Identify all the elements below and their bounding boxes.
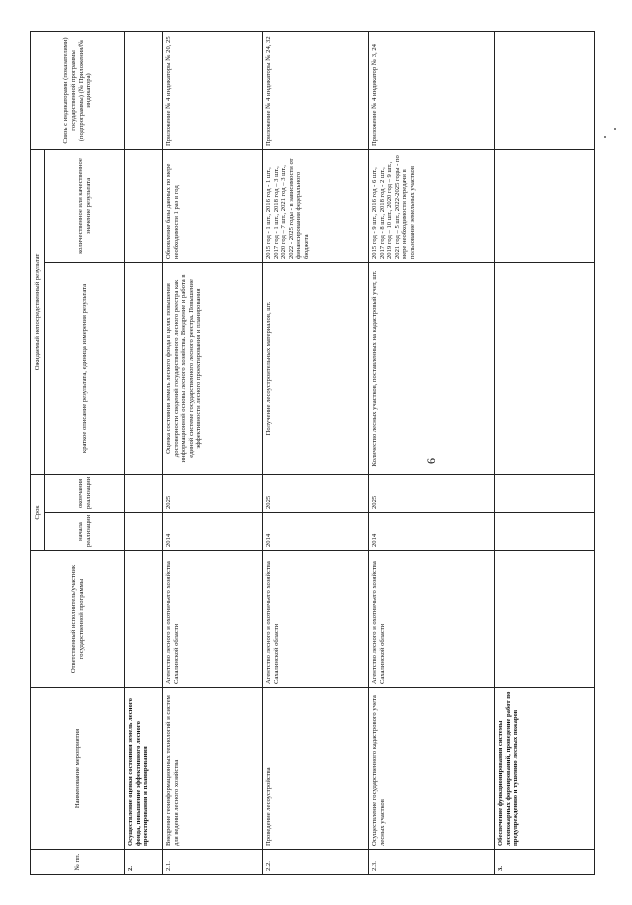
header-quantity: количественное или качественное значение результата <box>45 149 125 262</box>
header-short-desc: краткое описание результата, единица измерения результата <box>45 262 125 474</box>
row-end <box>495 474 595 512</box>
measures-table <box>30 31 595 875</box>
row-end: 2025 <box>163 474 263 512</box>
row-num: 3. <box>495 850 595 875</box>
row-name: Осуществление оценки состояния земель лесного фонда, повышение эффективного лесного проектирования и планирования <box>125 688 163 850</box>
row-link <box>125 31 163 149</box>
row-link: Приложение № 4 индикаторы № 20, 25 <box>163 31 263 149</box>
row-num: 2.1. <box>163 850 263 875</box>
row-link: Приложение № 4 индикаторы № 24, 32 <box>263 31 369 149</box>
row-desc: Получение лесоустроительных материалов, шт. <box>263 262 369 474</box>
row-executor: Агентство лесного и охотничьего хозяйства Сахалинской области <box>263 551 369 688</box>
scan-speck <box>604 136 606 138</box>
row-num: 2. <box>125 850 163 875</box>
row-end: 2025 <box>263 474 369 512</box>
row-executor <box>495 551 595 688</box>
row-start <box>125 513 163 551</box>
row-qty <box>125 149 163 262</box>
row-end: 2025 <box>369 474 495 512</box>
row-num: 2.3. <box>369 850 495 875</box>
row-link: Приложение № 4 индикатор № 3, 24 <box>369 31 495 149</box>
row-name: Обеспечение функционирования системы лесопожарных формирований, проведение работ по предупреждению и тушению лесных пожаров <box>495 688 595 850</box>
row-name: Внедрение геоинформационных технологий и систем для ведения лесного хозяйства <box>163 688 263 850</box>
row-qty <box>495 149 595 262</box>
row-desc <box>125 262 163 474</box>
scan-speck <box>614 128 616 130</box>
row-start: 2014 <box>263 513 369 551</box>
row-name: Проведение лесоустройства <box>263 688 369 850</box>
header-link: Связь с индикаторами (показателями) государственной программы (подпрограммы) (№ Приложения/№ индикатора) <box>31 31 125 149</box>
row-qty: Обновление базы данных по мере необходимости 1 раз в год <box>163 149 263 262</box>
row-qty: 2015 год - 1 шт., 2016 год - 1 шт., 2017 год - 1 шт., 2018 год – 3 шт., 2020 год – 7 шт., 2021 год – 3 шт., 2022 - 2025 годы - в зависимости от финансирования федерального бюджета <box>263 149 369 262</box>
row-start: 2014 <box>163 513 263 551</box>
page-number: 6 <box>424 458 438 464</box>
header-num: № пп. <box>31 850 125 875</box>
row-link <box>495 31 595 149</box>
row-desc: Количество лесных участков, поставленных на кадастровый учет, шт. <box>369 262 495 474</box>
row-start: 2014 <box>369 513 495 551</box>
header-start: начала реализации <box>45 513 125 551</box>
row-executor: Агентство лесного и охотничьего хозяйства Сахалинской области <box>163 551 263 688</box>
row-num: 2.2. <box>263 850 369 875</box>
row-executor <box>125 551 163 688</box>
table-row <box>263 31 369 874</box>
header-end: окончания реализации <box>45 474 125 512</box>
row-desc: Оценка состояния земель лесного фонда в целях повышения достоверности сведений государственного лесного реестра как информационной основы лесного хозяйства. Внедрение и работа в единой системе государственного лесного реестра. Повышение эффективности лесного проектирования и планирования <box>163 262 263 474</box>
row-executor: Агентство лесного и охотничьего хозяйства Сахалинской области <box>369 551 495 688</box>
row-qty: 2015 год - 9 шт., 2016 год - 6 шт., 2017 год - 8 шт., 2018 год - 2 шт., 2019 год – 10 шт., 2020 год – 9 шт., 2021 год – 5 шт., 2022-2025 годы - по мере необходимости передачи в пользование земельных участков <box>369 149 495 262</box>
row-name: Осуществление государственного кадастрового учета лесных участков <box>369 688 495 850</box>
table-row <box>163 31 263 874</box>
table-row <box>495 31 595 874</box>
header-name: Наименование мероприятия <box>31 688 125 850</box>
table-row <box>125 31 163 874</box>
row-end <box>125 474 163 512</box>
header-term: Срок <box>31 474 45 550</box>
table-row <box>369 31 495 874</box>
row-start <box>495 513 595 551</box>
header-expected: Ожидаемый непосредственный результат <box>31 149 45 474</box>
row-desc <box>495 262 595 474</box>
header-executor: Ответственный исполнитель/участник государственной программы <box>31 551 125 688</box>
